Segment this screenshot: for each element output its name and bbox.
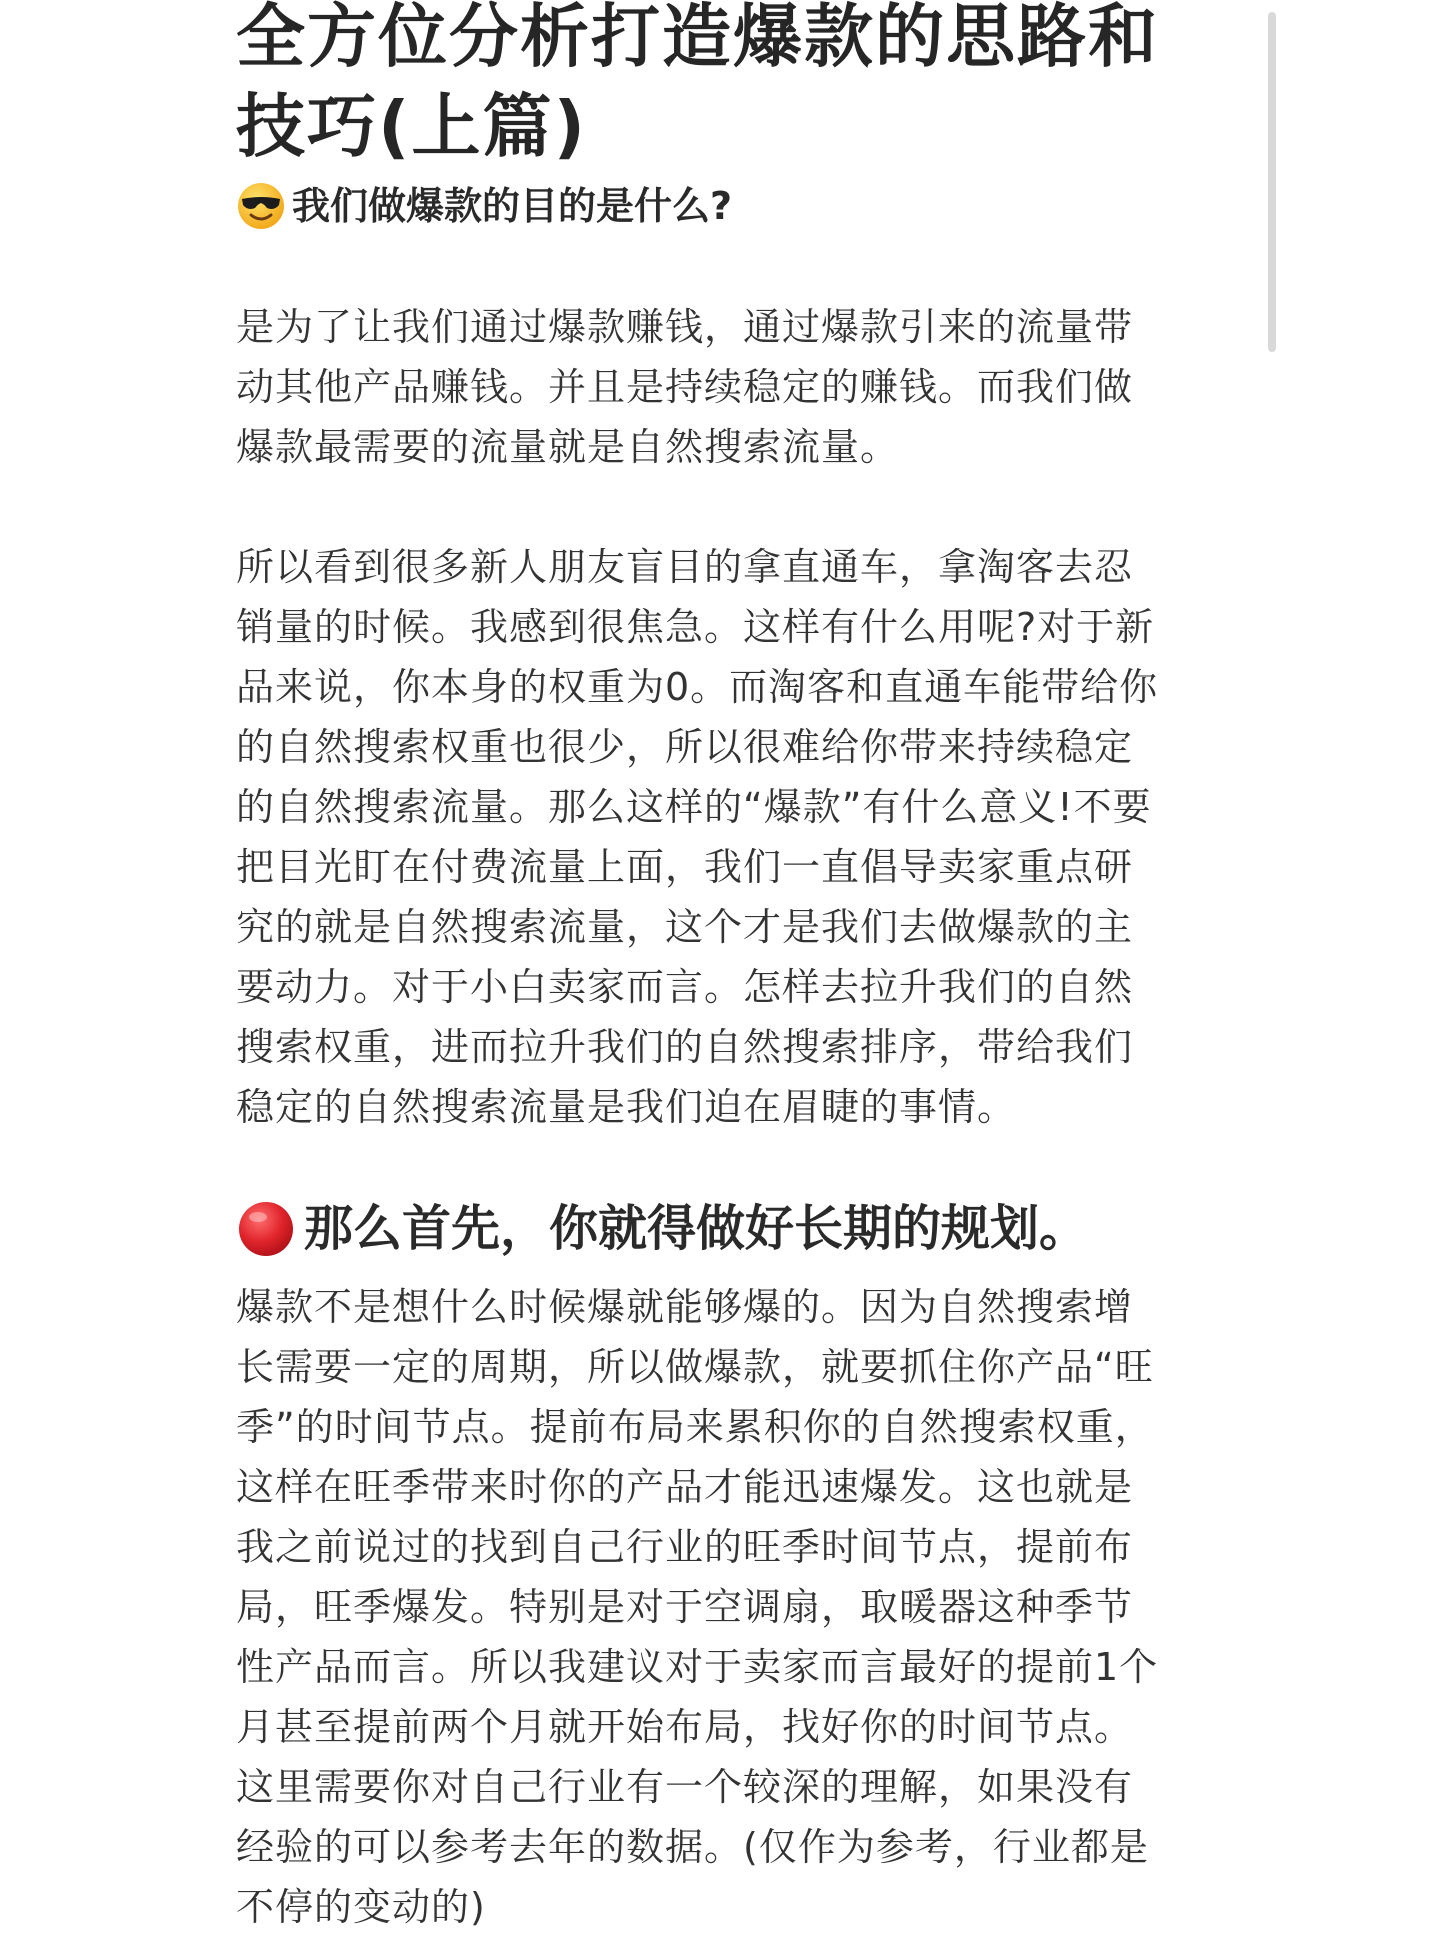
article-title: 全方位分析打造爆款的思路和技巧(上篇) (236, 0, 1159, 167)
paragraph-purpose: 是为了让我们通过爆款赚钱，通过爆款引来的流量带 动其他产品赚钱。并且是持续稳定的赚钱。而我们做 爆款最需要的流量就是自然搜索流量。 (236, 305, 1134, 469)
section-heading-text: 那么首先，你就得做好长期的规划。 (304, 1200, 1089, 1257)
article-subtitle (236, 178, 732, 234)
smiling-face-with-sunglasses-icon (236, 181, 286, 231)
red-circle-icon (236, 1199, 296, 1259)
paragraph-natural-search: 所以看到很多新人朋友盲目的拿直通车，拿淘客去忍 销量的时候。我感到很焦急。这样有什么用呢?对于新 品来说，你本身的权重为0。而淘客和直通车能带给你 的自然搜索权重也很少，所以很难给你带来持续稳定 的自然搜索流量。那么这样的“爆款”有什么意义!不要 把目光盯在付费流量上面，我们一直倡导卖家重点研 究的就是自然搜索流量，这个才是我们去做爆款的主 要动力。对于小白卖家而言。怎样去拉升我们的自然 搜索权重，进而拉升我们的自然搜索排序，带给我们 稳定的自然搜索流量是我们迫在眉睫的事情。 (236, 545, 1159, 1129)
subtitle-text: 我们做爆款的目的是什么? (292, 184, 733, 228)
vertical-scrollbar[interactable] (1268, 12, 1276, 352)
section-heading (236, 1196, 1088, 1262)
paragraph-long-term-plan: 爆款不是想什么时候爆就能够爆的。因为自然搜索增 长需要一定的周期，所以做爆款，就要抓住你产品“旺 季”的时间节点。提前布局来累积你的自然搜索权重， 这样在旺季带来时你的产品才能迅速爆发。这也就是 我之前说过的找到自己行业的旺季时间节点，提前布 局，旺季爆发。特别是对于空调扇，取暖器这种季节 性产品而言。所以我建议对于卖家而言最好的提前1个 月甚至提前两个月就开始布局，找好你的时间节点。 这里需要你对自己行业有一个较深的理解，如果没有 经验的可以参考去年的数据。(仅作为参考，行业都是 不停的变动的) (236, 1285, 1159, 1929)
